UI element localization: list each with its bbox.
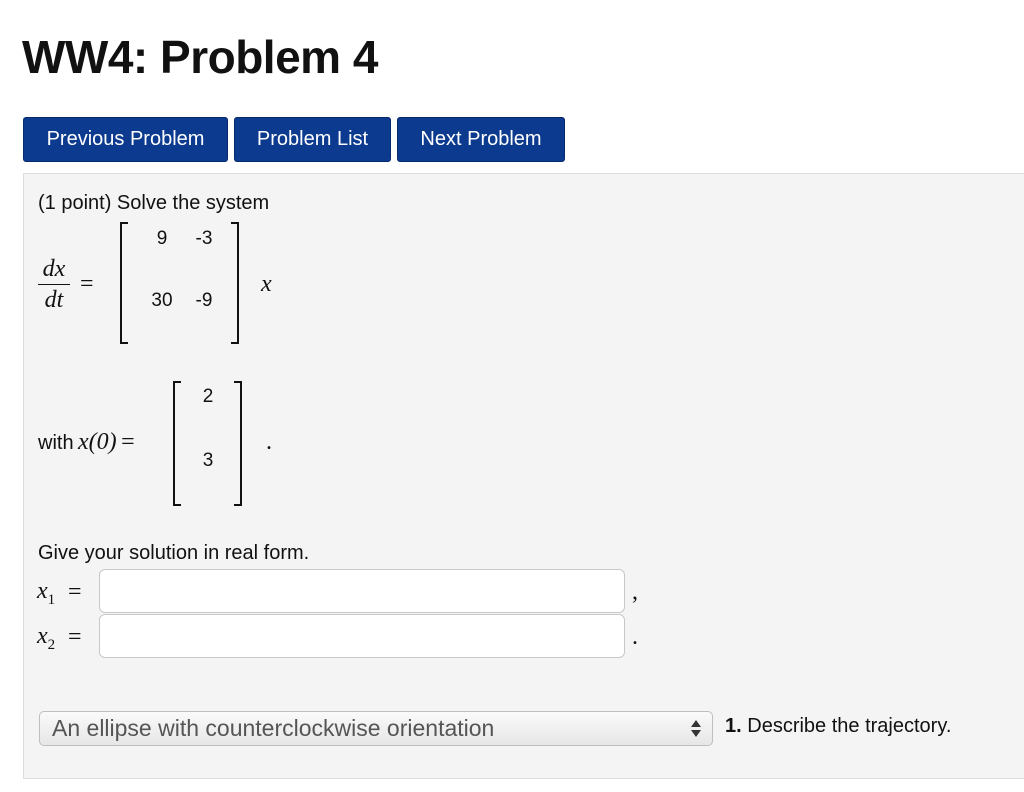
matrix-cell: -9 (195, 290, 213, 311)
fraction-denominator: dt (44, 287, 64, 313)
period: . (632, 624, 638, 650)
x2-var: x (37, 623, 48, 649)
x2-answer-input[interactable] (99, 614, 625, 658)
comma: , (632, 579, 638, 605)
x1-label (37, 578, 55, 609)
matrix-left-bracket (120, 222, 128, 344)
vector-cell: 2 (202, 386, 214, 407)
equals-sign: = (68, 579, 82, 605)
vector-right-bracket (234, 381, 242, 506)
equals-sign: = (68, 624, 82, 650)
x2-label (37, 623, 55, 654)
x2-subscript: 2 (47, 636, 56, 653)
x1-answer-input[interactable] (99, 569, 625, 613)
fraction-bar (38, 284, 70, 285)
vector-cell: 3 (202, 450, 214, 471)
problem-body (23, 173, 1024, 779)
x1-subscript: 1 (47, 591, 56, 608)
instruction-text: Give your solution in real form. (38, 542, 310, 564)
matrix-cell: 30 (151, 290, 173, 311)
problem-list-button[interactable]: Problem List (234, 117, 391, 162)
trajectory-selected-value: An ellipse with counterclockwise orientation (52, 715, 495, 741)
vector-left-bracket (173, 381, 181, 506)
up-down-arrows-icon (690, 718, 702, 740)
x1-var: x (37, 578, 48, 604)
trajectory-question-text: Describe the trajectory. (747, 715, 952, 737)
matrix-cell: -3 (195, 228, 213, 249)
matrix-right-bracket (231, 222, 239, 344)
equals-sign: = (80, 271, 94, 297)
derivative-fraction (38, 256, 70, 313)
period: . (266, 429, 272, 455)
trajectory-number: 1. (725, 715, 742, 737)
with-label: with (38, 432, 74, 454)
problem-intro: (1 point) Solve the system (38, 192, 270, 214)
matrix-cell: 9 (156, 228, 168, 249)
equals-sign: = (121, 429, 135, 455)
next-problem-button[interactable]: Next Problem (397, 117, 565, 162)
page-title: WW4: Problem 4 (22, 31, 378, 83)
previous-problem-button[interactable]: Previous Problem (23, 117, 228, 162)
initial-condition-label (38, 429, 135, 456)
trajectory-question (725, 715, 951, 738)
trajectory-select[interactable] (39, 711, 713, 746)
initial-condition-lhs: x(0) (78, 429, 117, 455)
variable-x: x (261, 271, 272, 297)
fraction-numerator: dx (42, 256, 66, 282)
